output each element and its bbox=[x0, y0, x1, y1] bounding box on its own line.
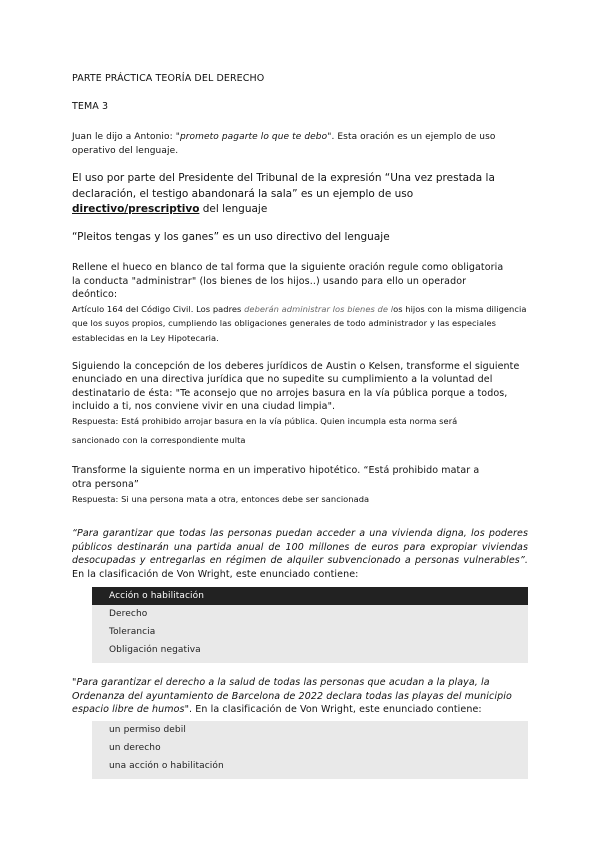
q7-option-obligacion[interactable]: Obligación negativa bbox=[109, 645, 201, 655]
q5-answer-line-1: Respuesta: Está prohibido arrojar basura en la vía pública. Quien incumpla esta norma será bbox=[72, 416, 458, 427]
q4-article-suffix: os hijos con la misma diligencia que los suyos propios, cumpliendo las obligaciones generales de todo administrador y las especiales establecidas en la Ley Hipotecaria. bbox=[72, 303, 527, 343]
question-5 bbox=[72, 360, 527, 450]
q2-suffix: del lenguaje bbox=[199, 203, 268, 215]
q8-option-accion[interactable]: una acción o habilitación bbox=[109, 761, 224, 771]
q1-prefix: Juan le dijo a Antonio: " bbox=[72, 132, 180, 142]
question-1 bbox=[72, 131, 527, 158]
question-4 bbox=[72, 261, 527, 345]
q7-option-derecho[interactable]: Derecho bbox=[109, 609, 148, 619]
document-title: PARTE PRÁCTICA TEORÍA DEL DERECHO bbox=[72, 73, 265, 84]
tema-heading: TEMA 3 bbox=[72, 101, 109, 112]
question-3: “Pleitos tengas y los ganes” es un uso directivo del lenguaje bbox=[72, 231, 390, 243]
q8-question: ". En la clasificación de Von Wright, este enunciado contiene: bbox=[184, 704, 482, 715]
q4-article bbox=[72, 302, 527, 346]
q7-quote: “Para garantizar que todas las personas puedan acceder a una vivienda digna, los poderes públicos destinarán una partida anual de 100 millones de euros para expropiar viviendas desocupadas y entregarlas en régimen de alquiler subvencionado a personas vulnerables”. bbox=[72, 528, 528, 566]
q8-options bbox=[92, 721, 528, 779]
q6-answer: Respuesta: Si una persona mata a otra, entonces debe ser sancionada bbox=[72, 494, 370, 504]
q1-quote: prometo pagarte lo que te debo bbox=[179, 132, 328, 142]
q8-option-derecho[interactable]: un derecho bbox=[109, 743, 161, 753]
q7-option-accion[interactable]: Acción o habilitación bbox=[92, 587, 528, 605]
q4-article-prefix: Artículo 164 del Código Civil. Los padres bbox=[72, 303, 245, 314]
question-7 bbox=[72, 527, 528, 581]
q8-option-permiso[interactable]: un permiso debil bbox=[109, 725, 186, 735]
q1-suffix: ". Esta oración es un ejemplo de uso operativo del lenguaje. bbox=[72, 132, 496, 156]
q8-quote-open: " bbox=[72, 677, 77, 688]
q5-answer-line-2: sancionado con la correspondiente multa bbox=[72, 435, 246, 446]
question-2 bbox=[72, 171, 530, 218]
q7-options bbox=[92, 587, 528, 663]
q4-answer: deberán administrar los bienes de l bbox=[244, 303, 394, 314]
q5-statement: Siguiendo la concepción de los deberes jurídicos de Austin o Kelsen, transforme el siguiente enunciado en una directiva jurídica que no supedite su cumplimiento a la voluntad del destinatario de ésta: "Te aconsejo que no arrojes basura en la vía pública porque a todos, incluido a ti, nos conviene vivir en una ciudad limpia". bbox=[72, 361, 520, 412]
q7-option-tolerancia[interactable]: Tolerancia bbox=[109, 627, 156, 637]
question-6 bbox=[72, 464, 527, 507]
q8-quote: Para garantizar el derecho a la salud de todas las personas que acudan a la playa, la Ordenanza del ayuntamiento de Barcelona de 2022 declara todas las playas del municipio espacio libre de humos bbox=[72, 677, 512, 715]
q2-answer: directivo/prescriptivo bbox=[72, 203, 200, 215]
q4-statement: Rellene el hueco en blanco de tal forma que la siguiente oración regule como obligatoria la conducta "administrar" (los bienes de los hijos..) usando para ello un operador deóntico: bbox=[72, 262, 504, 300]
q7-question: En la clasificación de Von Wright, este enunciado contiene: bbox=[72, 568, 359, 580]
q6-statement: Transforme la siguiente norma en un imperativo hipotético. “Está prohibido matar a otra persona” bbox=[72, 465, 480, 490]
question-8 bbox=[72, 676, 522, 717]
q2-prefix: El uso por parte del Presidente del Tribunal de la expresión “Una vez prestada la declaración, el testigo abandonará la sala” es un ejemplo de uso bbox=[72, 172, 495, 200]
